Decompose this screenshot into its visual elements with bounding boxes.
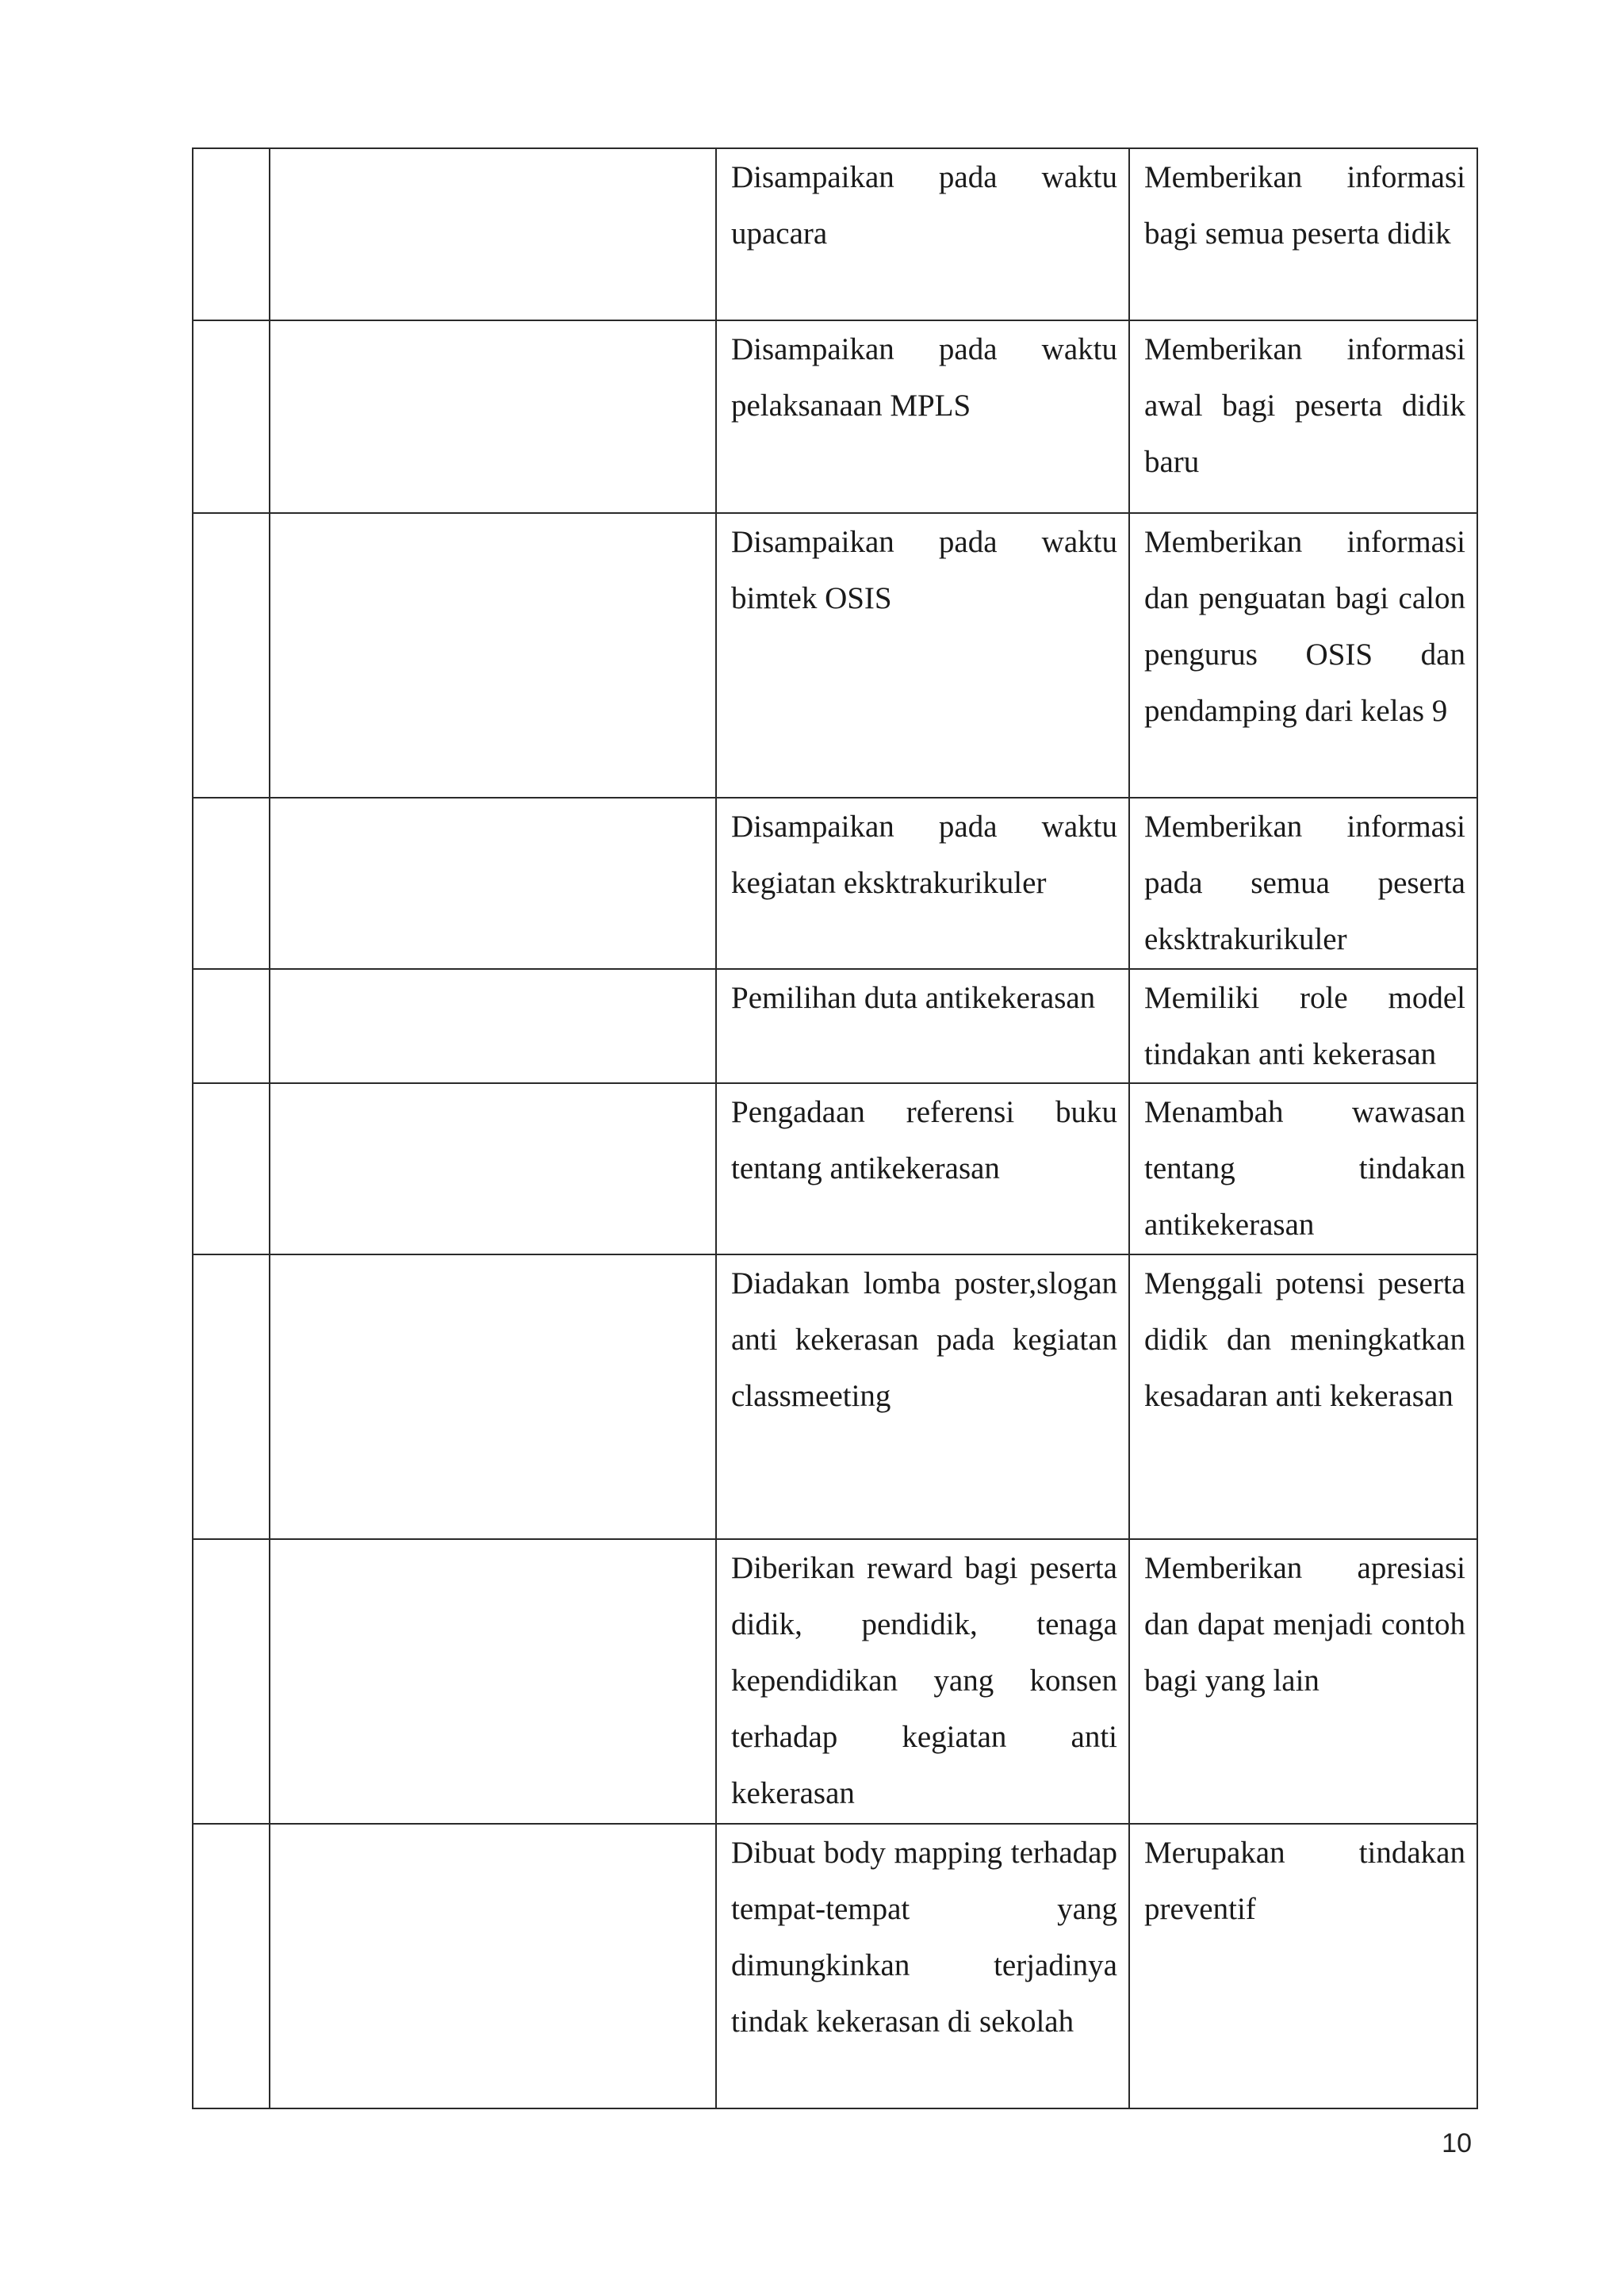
purpose-cell: Memberikan informasi pada semua peserta eksktrakurikuler [1129,798,1477,969]
activity-cell: Disampaikan pada waktu bimtek OSIS [716,513,1129,798]
program-cell [270,513,716,798]
table-row [193,148,1477,320]
activity-cell: Dibuat body mapping terhadap tempat-tempat yang dimungkinkan terjadinya tindak kekerasan di sekolah [716,1824,1129,2108]
program-cell [270,798,716,969]
activity-cell: Diberikan reward bagi peserta didik, pendidik, tenaga kependidikan yang konsen terhadap kegiatan anti kekerasan [716,1539,1129,1824]
page-number: 10 [1442,2128,1472,2158]
purpose-cell: Memberikan apresiasi dan dapat menjadi contoh bagi yang lain [1129,1539,1477,1824]
number-cell [193,513,270,798]
number-cell [193,1254,270,1539]
number-cell [193,320,270,513]
program-cell [270,969,716,1083]
table-row [193,969,1477,1083]
activity-cell: Disampaikan pada waktu kegiatan eksktrakurikuler [716,798,1129,969]
number-cell [193,1539,270,1824]
number-cell [193,969,270,1083]
purpose-cell: Memberikan informasi awal bagi peserta didik baru [1129,320,1477,513]
program-cell [270,1254,716,1539]
purpose-cell: Memiliki role model tindakan anti kekerasan [1129,969,1477,1083]
program-cell [270,148,716,320]
purpose-cell: Memberikan informasi bagi semua peserta didik [1129,148,1477,320]
activity-cell: Diadakan lomba poster,slogan anti kekerasan pada kegiatan classmeeting [716,1254,1129,1539]
table-row [193,798,1477,969]
activities-table [192,147,1478,2109]
activity-cell: Pemilihan duta antikekerasan [716,969,1129,1083]
program-cell [270,320,716,513]
table-row [193,320,1477,513]
table-row [193,1254,1477,1539]
program-cell [270,1824,716,2108]
program-cell [270,1083,716,1254]
program-cell [270,1539,716,1824]
number-cell [193,148,270,320]
table-row [193,1083,1477,1254]
number-cell [193,798,270,969]
number-cell [193,1083,270,1254]
activity-cell: Disampaikan pada waktu pelaksanaan MPLS [716,320,1129,513]
purpose-cell: Memberikan informasi dan penguatan bagi calon pengurus OSIS dan pendamping dari kelas 9 [1129,513,1477,798]
activity-cell: Pengadaan referensi buku tentang antikekerasan [716,1083,1129,1254]
purpose-cell: Merupakan tindakan preventif [1129,1824,1477,2108]
purpose-cell: Menggali potensi peserta didik dan meningkatkan kesadaran anti kekerasan [1129,1254,1477,1539]
activity-cell: Disampaikan pada waktu upacara [716,148,1129,320]
number-cell [193,1824,270,2108]
table-row [193,1539,1477,1824]
purpose-cell: Menambah wawasan tentang tindakan antikekerasan [1129,1083,1477,1254]
table-row [193,1824,1477,2108]
table-row [193,513,1477,798]
